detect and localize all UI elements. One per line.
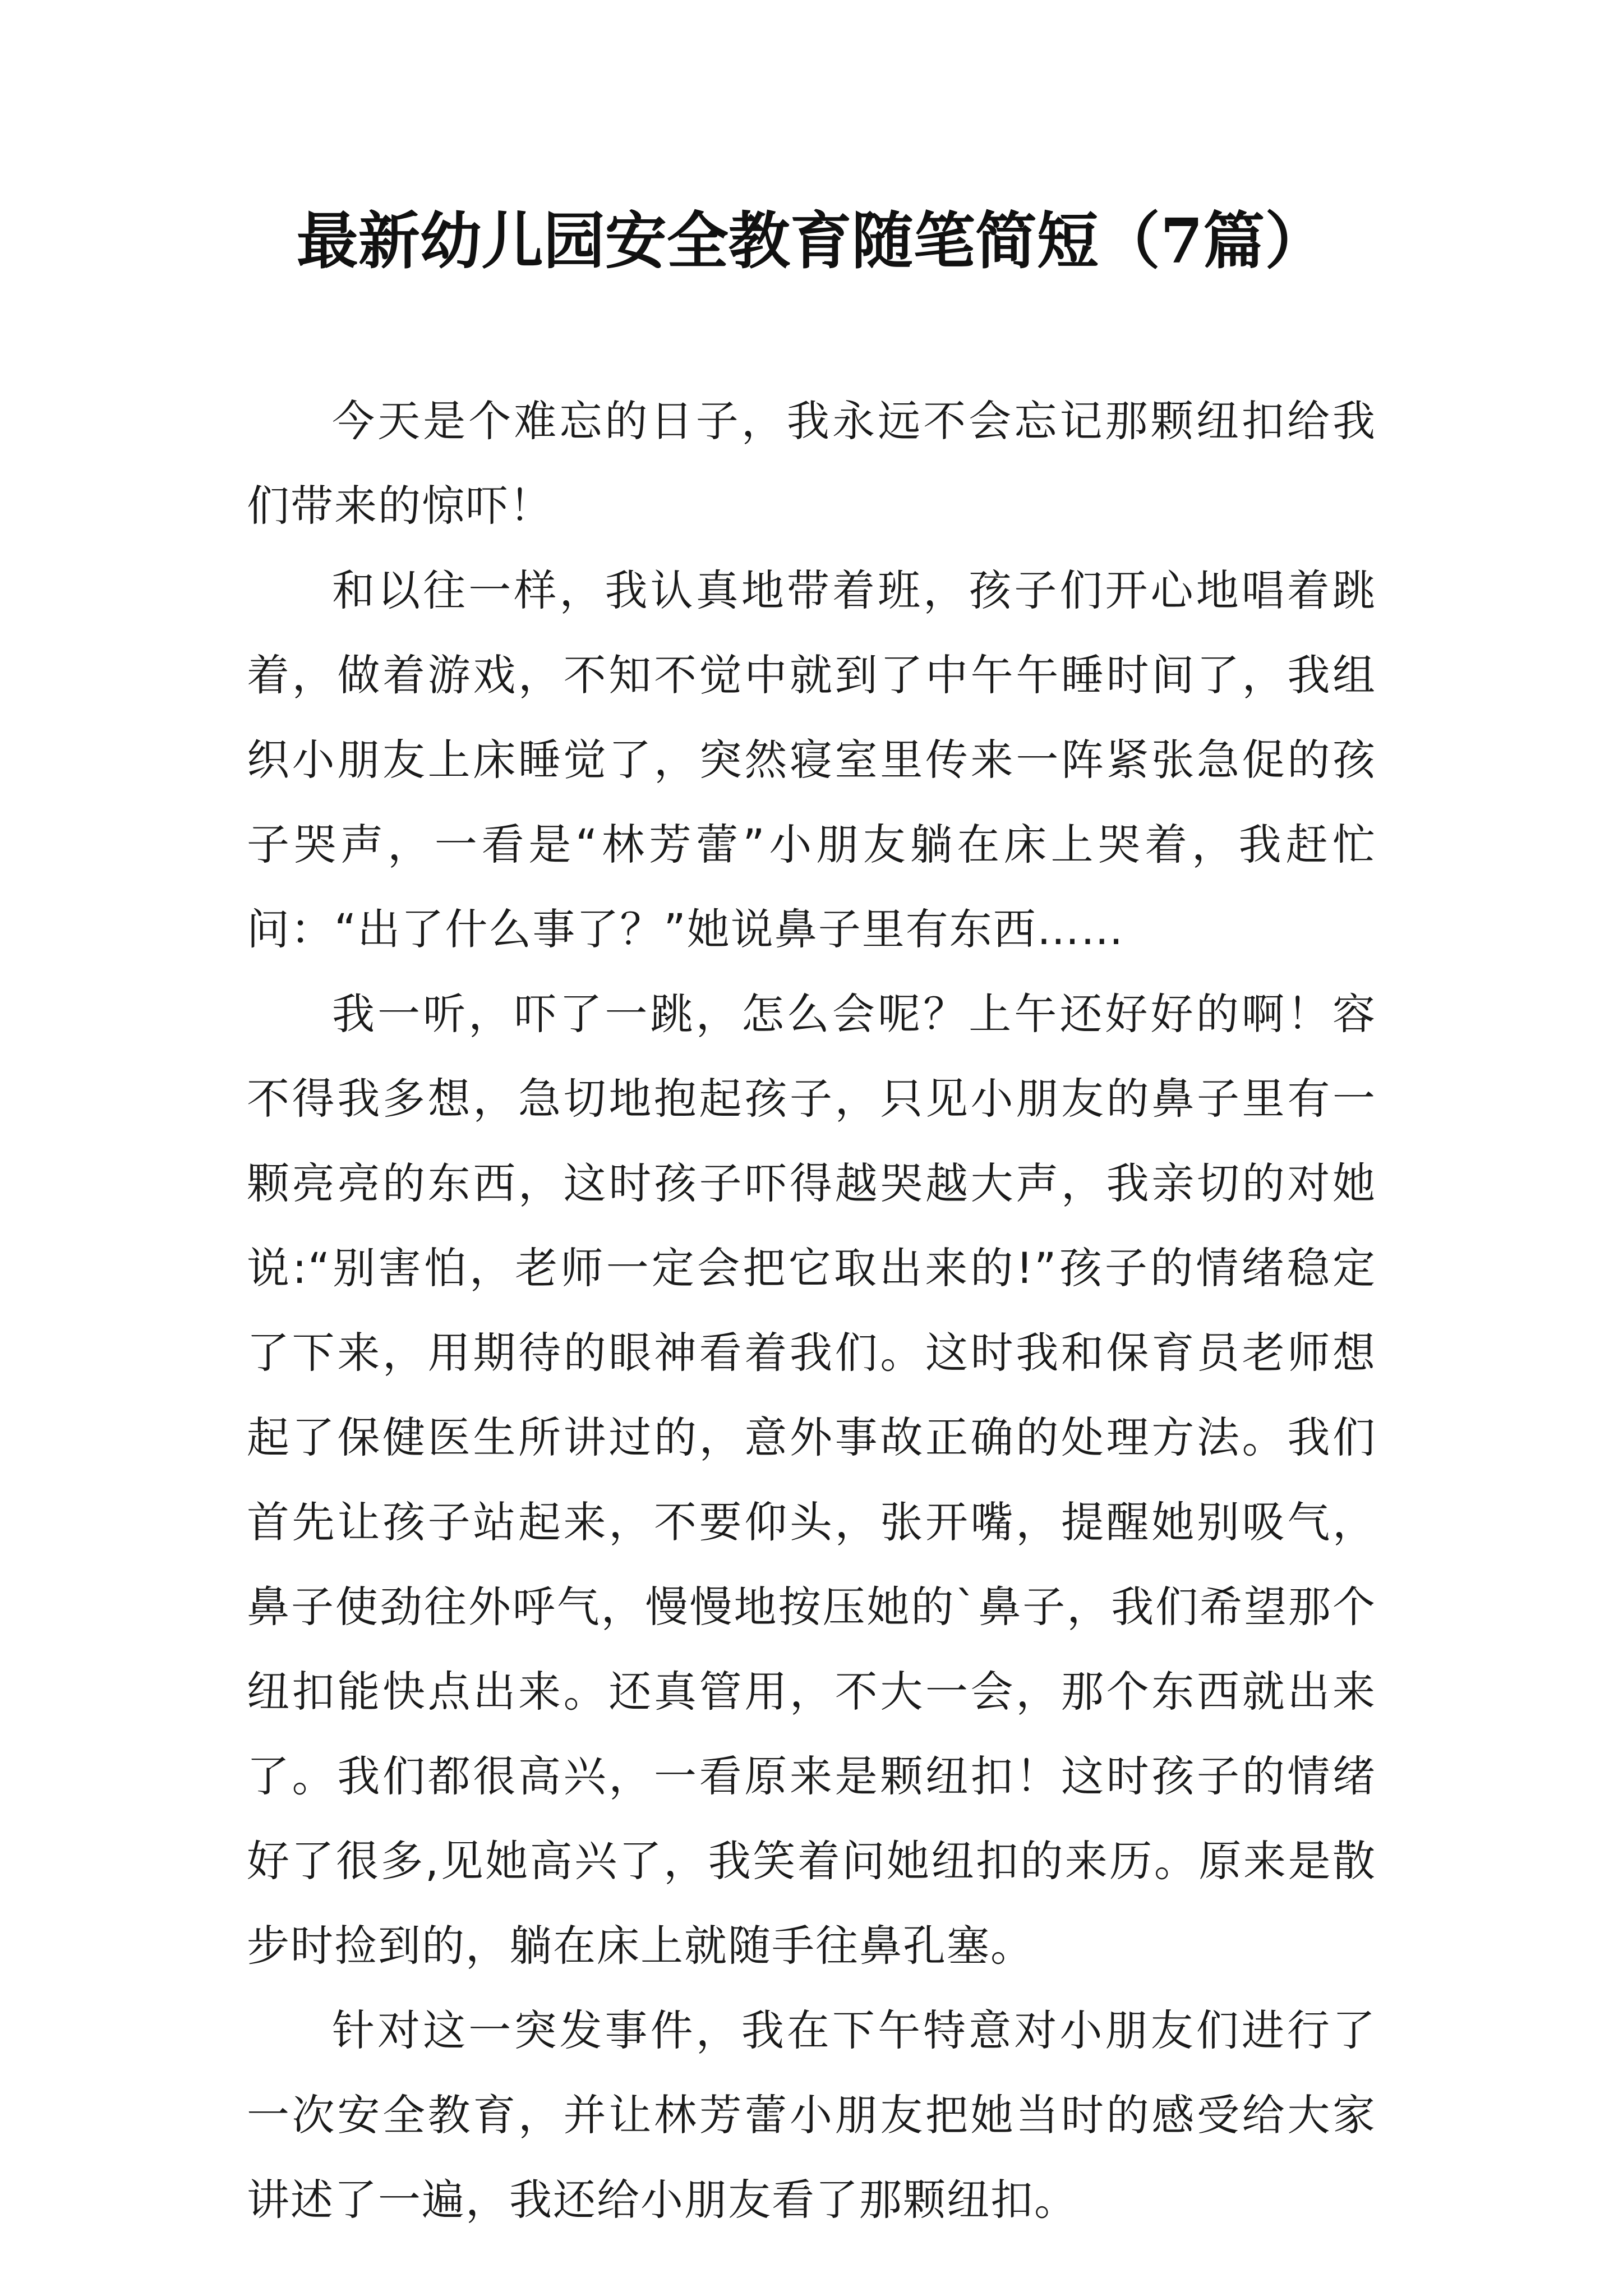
document-title: 最新幼儿园安全教育随笔简短（7篇） (296, 205, 1327, 277)
paragraph-2: 和以往一样，我认真地带着班，孩子们开心地唱着跳着，做着游戏，不知不觉中就到了中午午睡时间了，我组织小朋友上床睡觉了，突然寝室里传来一阵紧张急促的孩子哭声，一看是“林芳蕾”小朋友躺在床上哭着，我赶忙问：“出了什么事了？”她说鼻子里有东西…… (247, 565, 1376, 954)
paragraph-3: 我一听，吓了一跳，怎么会呢？上午还好好的啊！容不得我多想，急切地抱起孩子，只见小朋友的鼻子里有一颗亮亮的东西，这时孩子吓得越哭越大声，我亲切的对她说:“别害怕，老师一定会把它取出来的!”孩子的情绪稳定了下来，用期待的眼神看着我们。这时我和保育员老师想起了保健医生所讲过的，意外事故正确的处理方法。我们首先让孩子站起来，不要仰头，张开嘴，提醒她别吸气，鼻子使劲往外呼气，慢慢地按压她的`鼻子，我们希望那个纽扣能快点出来。还真管用，不大一会，那个东西就出来了。我们都很高兴，一看原来是颗纽扣！这时孩子的情绪好了很多,见她高兴了，我笑着问她纽扣的来历。原来是散步时捡到的，躺在床上就随手往鼻孔塞。 (247, 989, 1376, 1971)
paragraph-1: 今天是个难忘的日子，我永远不会忘记那颗纽扣给我们带来的惊吓！ (247, 396, 1376, 531)
document-body (247, 379, 1376, 2242)
paragraph-4: 针对这一突发事件，我在下午特意对小朋友们进行了一次安全教育，并让林芳蕾小朋友把她当时的感受给大家讲述了一遍，我还给小朋友看了那颗纽扣。 (247, 2005, 1376, 2225)
